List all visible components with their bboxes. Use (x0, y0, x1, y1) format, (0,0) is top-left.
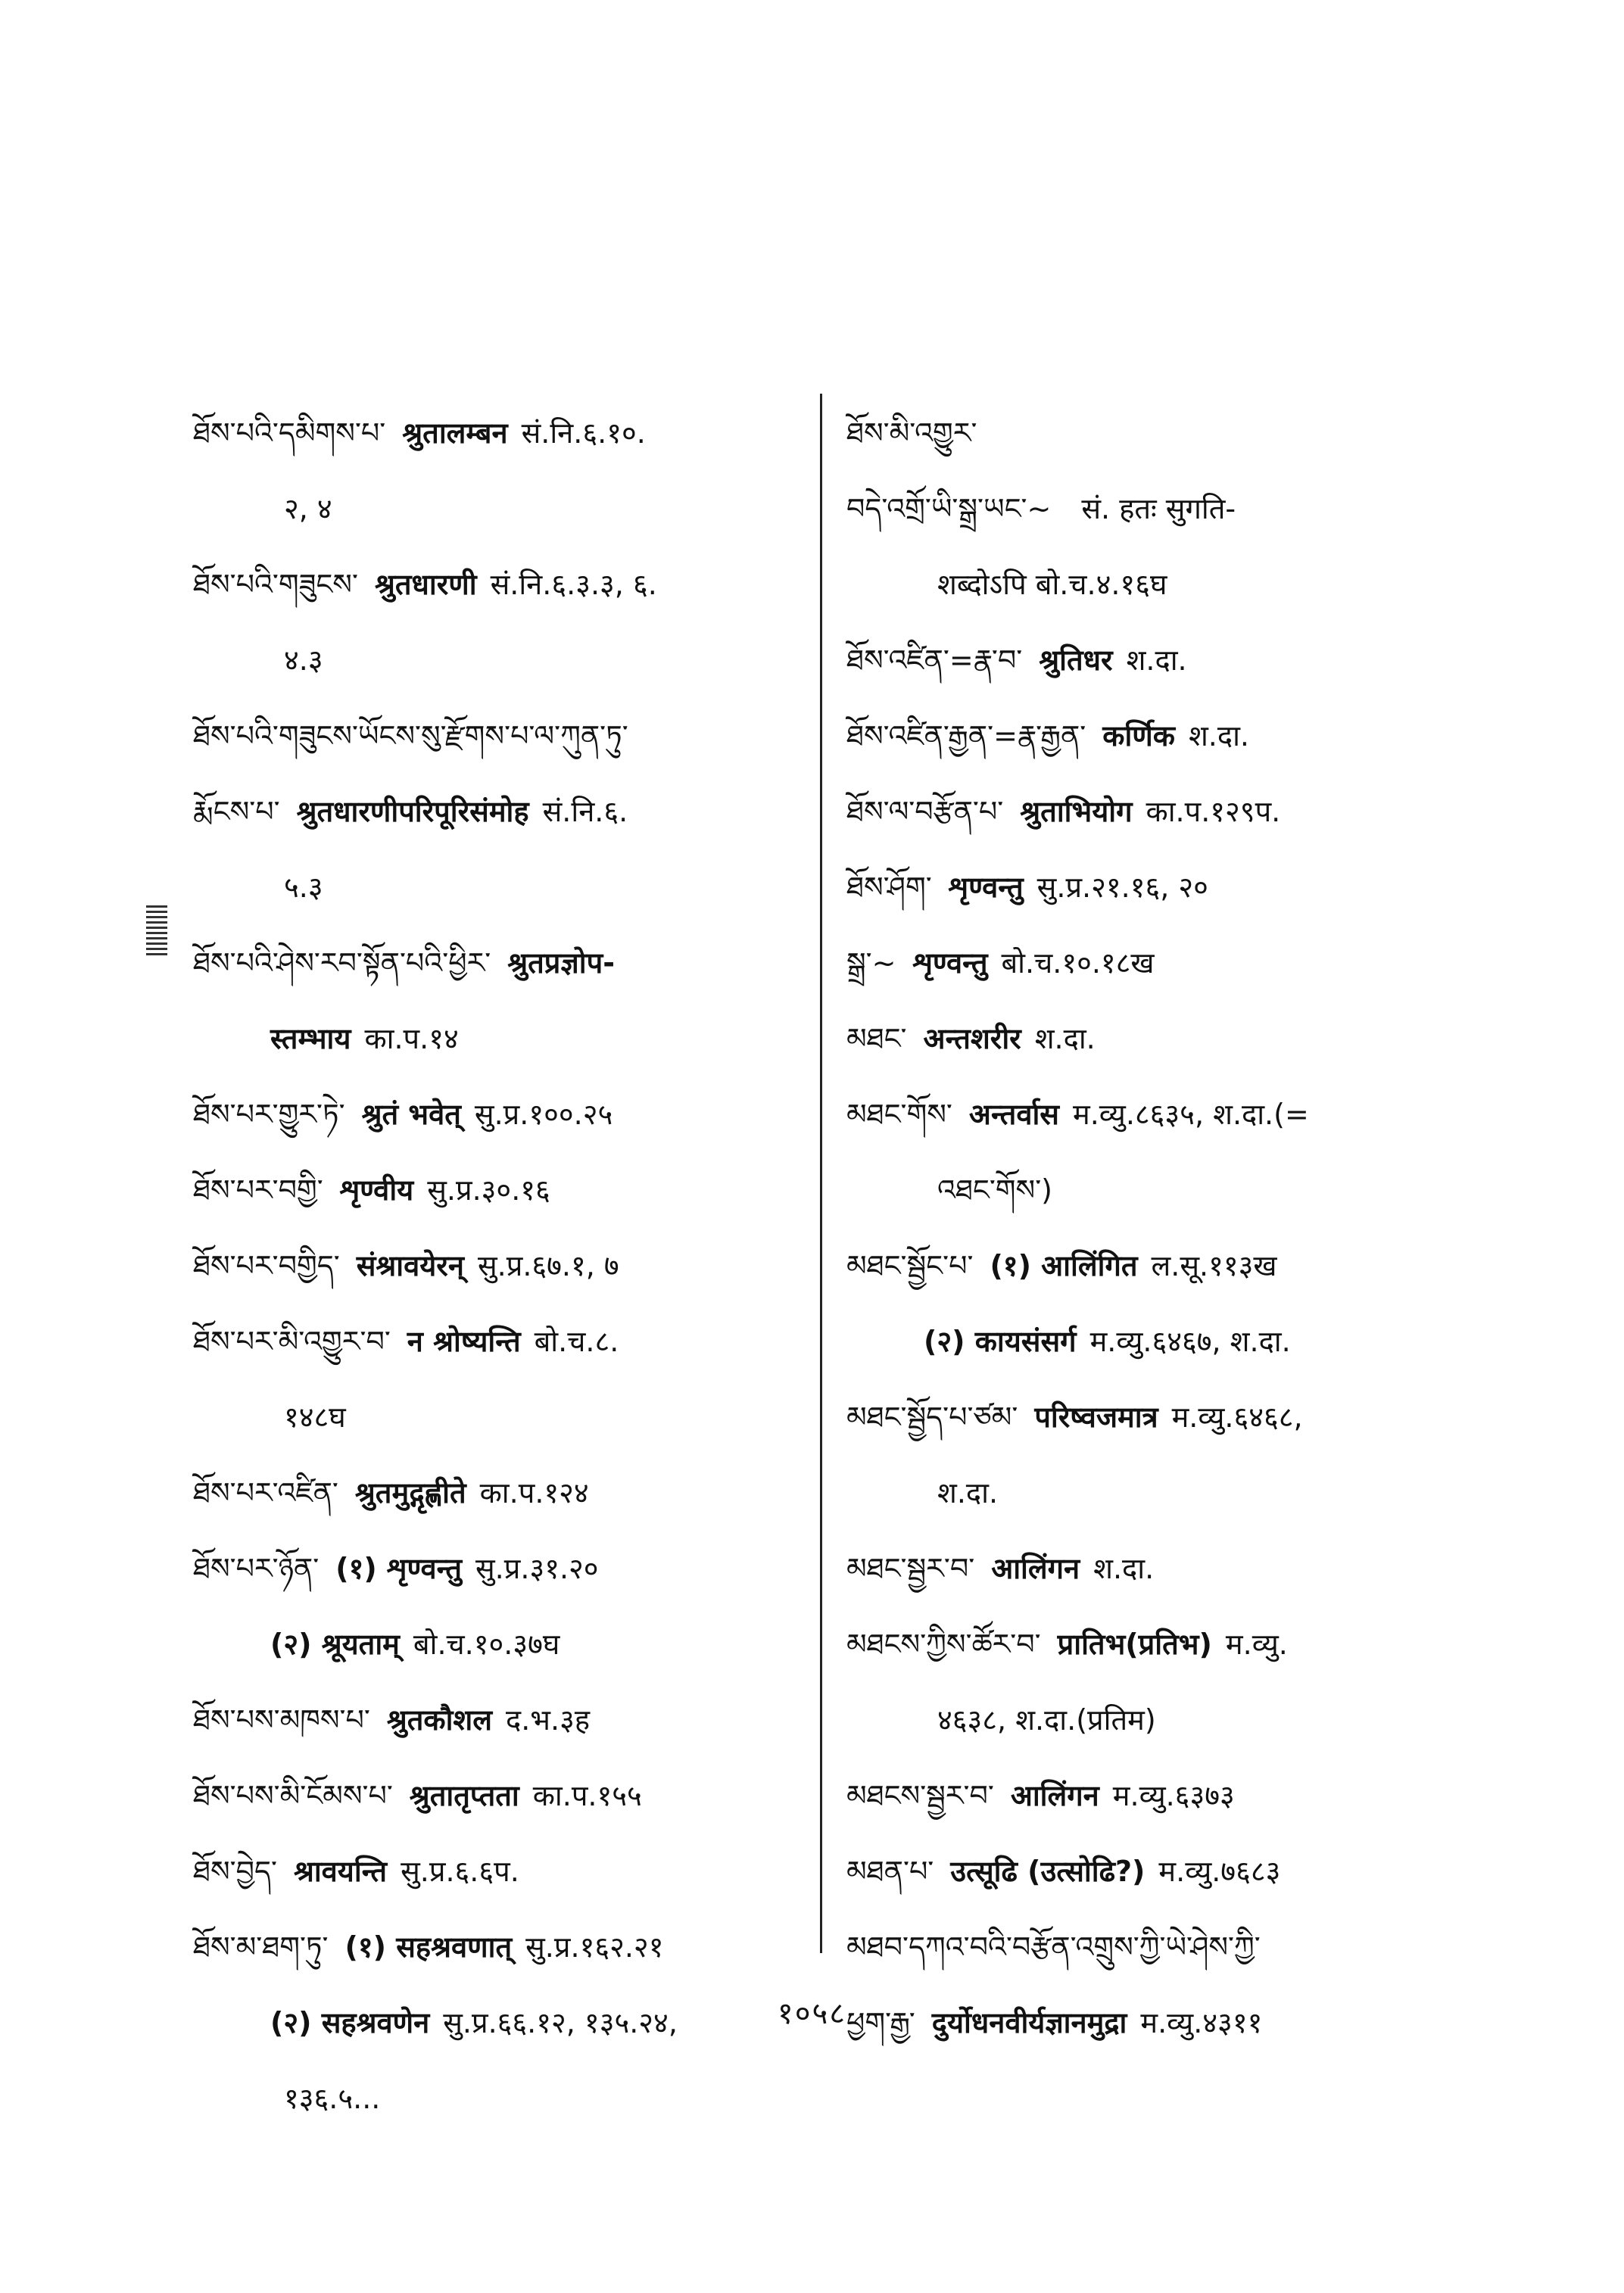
sanskrit-term: श्रुतकौशल (386, 1703, 493, 1737)
dictionary-entry-line (846, 1304, 1475, 1379)
tibetan-headword: ཐོས་པར་འཛིན་ (193, 1476, 338, 1509)
dictionary-entry-line (846, 1152, 1475, 1228)
tibetan-headword: མཐབ་དཀའ་བའི་བརྩོན་འགྲུས་ཀྱི་ཡེ་ཤེས་ཀྱི་ (846, 1930, 1261, 1964)
tibetan-headword: ཐོས་ལ་བརྩོན་པ་ (846, 795, 1004, 828)
dictionary-entry-line (846, 1455, 1475, 1531)
dictionary-entry-line (193, 1531, 814, 1606)
dictionary-entry-line (193, 925, 814, 1001)
source-reference: འཐང་གོས་) (937, 1173, 1053, 1207)
source-reference: श.दा. (1126, 643, 1187, 677)
dictionary-entry-line (193, 1833, 814, 1909)
margin-mark (146, 905, 167, 955)
tibetan-headword: བདེ་འགྲོ་ཡི་སྒྲ་ཡང་~ (846, 492, 1052, 525)
sanskrit-term: कर्णिक (1102, 719, 1175, 752)
dictionary-entry-line (193, 698, 814, 774)
dictionary-entry-line (846, 1531, 1475, 1606)
dictionary-entry-line (193, 395, 814, 471)
sanskrit-term: श्रुतातृप्तता (409, 1779, 519, 1812)
tibetan-headword: ཐོས་པར་གྱུར་ཏེ་ (193, 1098, 345, 1131)
source-reference: श.दा. (1093, 1552, 1155, 1585)
dictionary-entry-line (846, 471, 1475, 547)
tibetan-headword: མཐངས་ཀྱིས་ཚོར་བ་ (846, 1628, 1041, 1661)
left-column (193, 395, 814, 2136)
source-reference: म.व्यु.८६३५, श.दा.(= (1072, 1098, 1309, 1131)
sanskrit-term: न श्रोष्यन्ति (407, 1325, 521, 1358)
dictionary-entry-line (193, 1228, 814, 1304)
dictionary-entry-line (193, 547, 814, 622)
source-reference: ४६३८, श.दा.(प्रतिम) (937, 1703, 1156, 1737)
tibetan-headword: སྒྲ་~ (846, 946, 896, 980)
tibetan-headword: ཐོས་འཛིན་རྒྱན་=རྣ་རྒྱན་ (846, 719, 1086, 752)
sanskrit-term: श्रुतप्रज्ञोप- (507, 946, 615, 980)
source-reference: सु.प्र.६.६प. (401, 1855, 519, 1888)
sanskrit-term: श्रुतधारणीपरिपूरिसंमोह (296, 795, 529, 828)
source-reference: १४८घ (284, 1400, 346, 1434)
sanskrit-term: शृण्वीय (339, 1173, 414, 1207)
source-reference: द.भ.३ह (506, 1703, 591, 1737)
column-divider (820, 394, 822, 1953)
tibetan-headword: ཐོས་པའི་གཟུངས་ཡོངས་སུ་རྫོགས་པ་ལ་ཀུན་ཏུ་ (193, 719, 628, 752)
dictionary-entry-line (193, 1001, 814, 1076)
sanskrit-term: श्रावयन्ति (293, 1855, 388, 1888)
source-reference: सु.प्र.६६.१२, १३५.२४, (443, 2006, 678, 2039)
dictionary-entry-line (846, 774, 1475, 849)
sanskrit-term: संश्रावयेरन् (356, 1249, 464, 1282)
source-reference: सु.प्र.२१.१६, २० (1036, 871, 1208, 904)
source-reference: सं.नि.६.३.३, ६. (490, 568, 657, 601)
tibetan-headword: མཐང་གོས་ (846, 1098, 952, 1131)
source-reference: सु.प्र.३१.२० (475, 1552, 599, 1585)
tibetan-headword: ཐོས་པས་མཁས་པ་ (193, 1703, 370, 1737)
dictionary-entry-line (193, 1076, 814, 1152)
sanskrit-term: (२) सहश्रवणेन (270, 2006, 430, 2039)
source-reference: सु.प्र.१६२.२१ (525, 1930, 664, 1964)
source-reference: बो.च.८. (534, 1325, 619, 1358)
sanskrit-term: श्रुतधारणी (374, 568, 477, 601)
source-reference: म.व्यु.६४६७, श.दा. (1089, 1325, 1291, 1358)
dictionary-entry-line (846, 1909, 1475, 1985)
tibetan-headword: ཐོས་པར་བགྱིད་ (193, 1249, 340, 1282)
sanskrit-term: स्तम्भाय (270, 1022, 351, 1055)
sanskrit-term: श्रुतं भवेत् (361, 1098, 461, 1131)
source-reference: सु.प्र.६७.१, ७ (477, 1249, 619, 1282)
sanskrit-term: शृण्वन्तु (948, 871, 1024, 904)
source-reference: श.दा. (1188, 719, 1249, 752)
source-reference: म.व्यु.७६८३ (1158, 1855, 1281, 1888)
source-reference: सु.प्र.१००.२५ (474, 1098, 613, 1131)
source-reference: ४.३ (284, 643, 323, 677)
sanskrit-term: (२) श्रूयताम् (270, 1628, 400, 1661)
dictionary-entry-line (846, 849, 1475, 925)
tibetan-headword: ཐོས་པར་ཉོན་ (193, 1552, 320, 1585)
dictionary-entry-line (193, 1758, 814, 1833)
source-reference: शब्दोऽपि बो.च.४.१६घ (937, 568, 1167, 601)
source-reference: बो.च.१०.३७घ (413, 1628, 560, 1661)
dictionary-entry-line (846, 622, 1475, 698)
source-reference: का.प.१२९प. (1146, 795, 1281, 828)
sanskrit-term: परिष्वजमात्र (1034, 1400, 1158, 1434)
dictionary-entry-line (193, 1152, 814, 1228)
source-reference: का.प.१२४ (479, 1476, 589, 1509)
dictionary-entry-line (846, 547, 1475, 622)
source-reference: २, ४ (284, 492, 332, 525)
sanskrit-term: अन्तशरीर (923, 1022, 1021, 1055)
dictionary-entry-line (846, 1001, 1475, 1076)
sanskrit-term: प्रातिभ(प्रतिभ) (1057, 1628, 1212, 1661)
tibetan-headword: མཐན་པ་ (846, 1855, 934, 1888)
tibetan-headword: ཕྱག་རྒྱ་ (846, 2006, 915, 2039)
dictionary-entry-line (193, 849, 814, 925)
dictionary-entry-line (193, 1455, 814, 1531)
source-reference: ५.३ (284, 871, 323, 904)
source-reference: सु.प्र.३०.१६ (427, 1173, 550, 1207)
source-reference: बो.च.१०.१८ख (1001, 946, 1155, 980)
dictionary-entry-line (846, 925, 1475, 1001)
source-reference: का.प.१५५ (532, 1779, 642, 1812)
sanskrit-term: (१) आलिंगित (990, 1249, 1138, 1282)
tibetan-headword: མཐང་སྦྱོང་པ་ (846, 1249, 974, 1282)
dictionary-entry-line (193, 1379, 814, 1455)
source-reference: सं. हतः सुगति- (1081, 492, 1236, 525)
source-reference: सं.नि.६. (542, 795, 628, 828)
tibetan-headword: ཐོས་འཛིན་=རྣ་བ་ (846, 643, 1023, 677)
sanskrit-term: श्रुतिधर (1039, 643, 1113, 677)
dictionary-entry-line (846, 395, 1475, 471)
tibetan-headword: ཐོས་པར་བགྱི་ (193, 1173, 323, 1207)
sanskrit-term: (२) कायसंसर्ग (924, 1325, 1077, 1358)
dictionary-entry-line (193, 471, 814, 547)
tibetan-headword: ཐོས་པར་མི་འགྱུར་བ་ (193, 1325, 391, 1358)
dictionary-entry-line (846, 1758, 1475, 1833)
sanskrit-term: श्रुतमुद्गृह्णीते (354, 1476, 466, 1509)
sanskrit-term: श्रुताभियोग (1020, 795, 1133, 828)
dictionary-entry-line (193, 774, 814, 849)
dictionary-entry-line (846, 1228, 1475, 1304)
source-reference: ल.सू.११३ख (1151, 1249, 1277, 1282)
sanskrit-term: उत्सूढि (उत्सोढि?) (950, 1855, 1146, 1888)
tibetan-headword: ཐོས་མ་ཐག་ཏུ་ (193, 1930, 329, 1964)
tibetan-headword: ཐོས་པས་མི་ངོམས་པ་ (193, 1779, 393, 1812)
dictionary-entry-line (846, 1076, 1475, 1152)
source-reference: सं.नि.६.१०. (521, 416, 646, 450)
source-reference: म.व्यु.४३११ (1140, 2006, 1263, 2039)
sanskrit-term: शृण्वन्तु (912, 946, 988, 980)
tibetan-headword: མཐང་སྦྱོད་པ་ཙམ་ (846, 1400, 1018, 1434)
dictionary-entry-line (193, 1606, 814, 1682)
sanskrit-term: (१) सहश्रवणात् (344, 1930, 513, 1964)
right-column (846, 395, 1475, 2061)
source-reference: १३६.५... (284, 2082, 381, 2115)
dictionary-entry-line (846, 698, 1475, 774)
dictionary-entry-line (846, 1606, 1475, 1682)
tibetan-headword: ཐོས་མི་འགྱུར་ (846, 416, 977, 450)
dictionary-entry-line (193, 1909, 814, 1985)
dictionary-entry-line (193, 622, 814, 698)
tibetan-headword: ཐོས་པའི་དམིགས་པ་ (193, 416, 386, 450)
tibetan-headword: ཐོས་པའི་ཤེས་རབ་སྟོན་པའི་ཕྱིར་ (193, 946, 491, 980)
dictionary-entry-line (193, 1304, 814, 1379)
tibetan-headword: མཐངས་སྦྱར་བ་ (846, 1779, 994, 1812)
dictionary-entry-line (193, 1682, 814, 1758)
page-number: १०५८ (777, 1996, 847, 2031)
dictionary-entry-line (193, 2061, 814, 2136)
sanskrit-term: (१) शृण्वन्तु (335, 1552, 462, 1585)
dictionary-entry-line (846, 1682, 1475, 1758)
source-reference: श.दा. (937, 1476, 999, 1509)
dictionary-entry-line (846, 1379, 1475, 1455)
source-reference: म.व्यु. (1225, 1628, 1288, 1661)
tibetan-headword: རྨོངས་པ་ (193, 795, 280, 828)
tibetan-headword: ཐོས་ཤོག་ (846, 871, 932, 904)
tibetan-headword: ཐོས་བྱེད་ (193, 1855, 277, 1888)
sanskrit-term: श्रुतालम्बन (402, 416, 508, 450)
sanskrit-term: अन्तर्वास (968, 1098, 1059, 1131)
source-reference: म.व्यु.६४६८, (1171, 1400, 1303, 1434)
source-reference: म.व्यु.६३७३ (1112, 1779, 1235, 1812)
sanskrit-term: आलिंगन (991, 1552, 1080, 1585)
tibetan-headword: མཐང་ (846, 1022, 907, 1055)
dictionary-entry-line (846, 1833, 1475, 1909)
sanskrit-term: आलिंगन (1010, 1779, 1099, 1812)
tibetan-headword: ཐོས་པའི་གཟུངས་ (193, 568, 358, 601)
tibetan-headword: མཐང་སྦྱར་བ་ (846, 1552, 975, 1585)
source-reference: का.प.१४ (364, 1022, 459, 1055)
source-reference: श.दा. (1034, 1022, 1096, 1055)
sanskrit-term: दुर्योधनवीर्यज्ञानमुद्रा (931, 2006, 1127, 2039)
